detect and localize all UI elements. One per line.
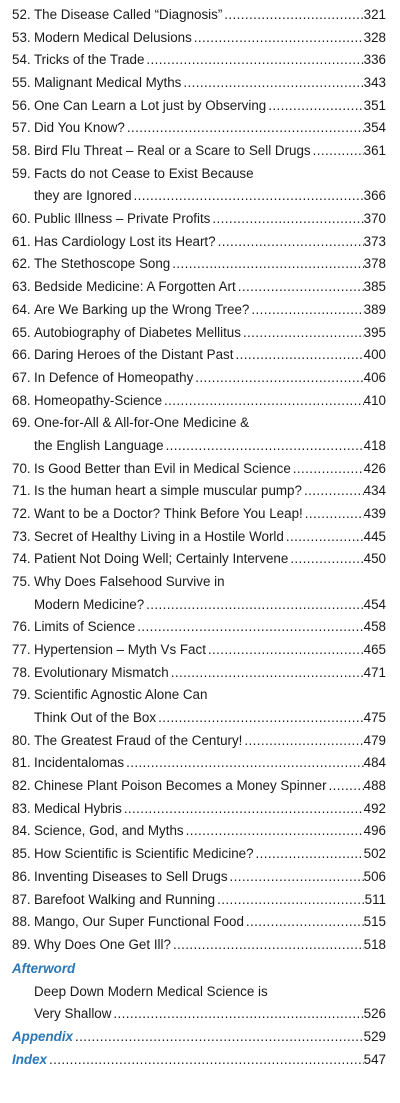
toc-entry (0, 4, 400, 26)
toc-entry-title: Mango, Our Super Functional Food (34, 914, 244, 929)
toc-dot-leader (124, 752, 364, 774)
toc-entry-page: 406 (363, 370, 386, 385)
toc-dot-leader (303, 503, 364, 525)
toc-entry-number: 64. (12, 302, 31, 317)
toc-entry-number: 74. (12, 551, 31, 566)
toc-entry-page: 439 (363, 506, 386, 521)
toc-entry-title: The Greatest Fraud of the Century! (34, 733, 243, 748)
toc-dot-leader (291, 458, 364, 480)
toc-leader (34, 775, 386, 797)
toc-entry (0, 72, 400, 94)
toc-entry (0, 458, 400, 480)
toc-leader (34, 27, 386, 49)
toc-leader (34, 548, 386, 570)
toc-entry (0, 208, 400, 230)
toc-entry-number: 69. (12, 415, 31, 430)
toc-entry-page: 400 (363, 347, 386, 362)
toc-entry-page: 370 (363, 211, 386, 226)
toc-entry-title-line1: Facts do not Cease to Exist Because (34, 166, 254, 181)
toc-entry-number: 84. (12, 823, 31, 838)
toc-leader (34, 662, 386, 684)
toc-entry-number: 56. (12, 98, 31, 113)
toc-leader (34, 707, 386, 729)
toc-leader (34, 616, 386, 638)
toc-entry-number: 89. (12, 937, 31, 952)
toc-dot-leader (144, 49, 363, 71)
toc-entry-title: Modern Medical Delusions (34, 30, 192, 45)
toc-dot-leader (135, 616, 363, 638)
toc-dot-leader (132, 185, 364, 207)
toc-dot-leader (327, 775, 364, 797)
toc-entry-page: 395 (363, 325, 386, 340)
toc-entry-page: 518 (363, 937, 386, 952)
toc-entry-title: Science, God, and Myths (34, 823, 184, 838)
toc-leader (34, 730, 386, 752)
toc-entry-number: 76. (12, 619, 31, 634)
toc-entry (0, 140, 400, 162)
toc-entry (0, 662, 400, 684)
toc-entry-continuation (0, 435, 400, 457)
toc-entry-title: the English Language (34, 438, 164, 453)
toc-entry (0, 117, 400, 139)
toc-entry-number: 66. (12, 347, 31, 362)
toc-dot-leader (162, 390, 364, 412)
toc-entry-title: Index (12, 1052, 47, 1067)
toc-dot-leader (122, 798, 364, 820)
index-entry (0, 1049, 400, 1071)
toc-dot-leader (236, 276, 364, 298)
toc-entry-title: Inventing Diseases to Sell Drugs (34, 869, 228, 884)
toc-entry-title: Barefoot Walking and Running (34, 892, 216, 907)
toc-entry (0, 843, 400, 865)
toc-dot-leader (244, 911, 364, 933)
toc-entry-number: 61. (12, 234, 31, 249)
toc-leader (34, 752, 386, 774)
toc-dot-leader (156, 707, 364, 729)
toc-entry (0, 616, 400, 638)
toc-entry-page: 445 (363, 529, 386, 544)
toc-entry-page: 378 (363, 256, 386, 271)
toc-dot-leader (169, 662, 364, 684)
toc-entry-title: Is Good Better than Evil in Medical Science (34, 461, 291, 476)
toc-entry-title: Homeopathy-Science (34, 393, 163, 408)
toc-leader (34, 639, 386, 661)
toc-entry-title: Evolutionary Mismatch (34, 665, 169, 680)
toc-leader (34, 4, 386, 26)
toc-entry-page: 454 (363, 597, 386, 612)
afterword-title-line1 (0, 981, 400, 1003)
toc-entry-number: 59. (12, 166, 31, 181)
toc-entry-title: Appendix (12, 1029, 74, 1044)
toc-dot-leader (311, 140, 364, 162)
toc-entry-title: Malignant Medical Myths (34, 75, 182, 90)
toc-leader (34, 253, 386, 275)
toc-entry-number: 87. (12, 892, 31, 907)
toc-leader (34, 344, 386, 366)
appendix-entry (0, 1026, 400, 1048)
toc-entry-title: How Scientific is Scientific Medicine? (34, 846, 254, 861)
toc-entry-number: 65. (12, 325, 31, 340)
toc-entry-title: Think Out of the Box (34, 710, 157, 725)
toc-entry-number: 58. (12, 143, 31, 158)
toc-entry-number: 71. (12, 483, 31, 498)
toc-entry-title: Secret of Healthy Living in a Hostile World (34, 529, 284, 544)
toc-dot-leader (249, 299, 363, 321)
toc-entry-page: 458 (363, 619, 386, 634)
afterword-heading (0, 958, 400, 980)
toc-entry (0, 503, 400, 525)
toc-entry-page: 373 (363, 234, 386, 249)
toc-entry (0, 889, 400, 911)
toc-entry-number: 82. (12, 778, 31, 793)
toc-leader (34, 140, 386, 162)
toc-entry-number: 53. (12, 30, 31, 45)
toc-entry-page: 410 (363, 393, 386, 408)
toc-dot-leader (184, 820, 364, 842)
toc-entry-title: Autobiography of Diabetes Mellitus (34, 325, 241, 340)
toc-entry (0, 730, 400, 752)
toc-entry-page: 515 (363, 914, 386, 929)
toc-leader (34, 866, 386, 888)
toc-entry-page: 343 (363, 75, 386, 90)
toc-entry (0, 548, 400, 570)
toc-entry-number: 62. (12, 256, 31, 271)
toc-entry-number: 60. (12, 211, 31, 226)
toc-dot-leader (284, 526, 364, 548)
toc-dot-leader (216, 231, 364, 253)
toc-entry (0, 367, 400, 389)
toc-entry-page: 475 (363, 710, 386, 725)
toc-entry-page: 434 (363, 483, 386, 498)
toc-leader (34, 72, 386, 94)
toc-entry-number: 80. (12, 733, 31, 748)
toc-leader (34, 435, 386, 457)
toc-entry (0, 253, 400, 275)
toc-entry (0, 412, 400, 434)
toc-entry-page: 389 (363, 302, 386, 317)
toc-dot-leader (193, 367, 363, 389)
toc-leader (12, 1026, 386, 1048)
toc-leader (34, 594, 386, 616)
toc-entry (0, 480, 400, 502)
toc-entry-page: 361 (363, 143, 386, 158)
toc-entry-title: Medical Hybris (34, 801, 122, 816)
toc-entry-page: 321 (363, 7, 386, 22)
afterword-entry (0, 1003, 400, 1025)
toc-entry-title: Limits of Science (34, 619, 136, 634)
toc-entry-number: 52. (12, 7, 31, 22)
toc-dot-leader (73, 1026, 364, 1048)
toc-entry-page: 385 (363, 279, 386, 294)
toc-entry-number: 55. (12, 75, 31, 90)
toc-entry-title-line1: Why Does Falsehood Survive in (34, 574, 225, 589)
toc-entry-title: The Stethoscope Song (34, 256, 171, 271)
toc-dot-leader (215, 889, 365, 911)
toc-entry-page: 506 (363, 869, 386, 884)
toc-entry-title: One Can Learn a Lot just by Observing (34, 98, 267, 113)
toc-entry-number: 85. (12, 846, 31, 861)
toc-dot-leader (288, 548, 363, 570)
toc-entry-page: 366 (363, 188, 386, 203)
toc-leader (34, 367, 386, 389)
toc-dot-leader (192, 27, 364, 49)
toc-entry-title: Modern Medicine? (34, 597, 145, 612)
toc-entry-page: 547 (363, 1052, 386, 1067)
toc-leader (34, 1003, 386, 1025)
toc-leader (34, 390, 386, 412)
toc-leader (34, 503, 386, 525)
toc-entry-page: 328 (363, 30, 386, 45)
toc-entry (0, 752, 400, 774)
toc-entry-page: 471 (363, 665, 386, 680)
toc-leader (34, 889, 386, 911)
toc-entry-page: 465 (363, 642, 386, 657)
toc-entry-title: Bird Flu Threat – Real or a Scare to Sell Drugs (34, 143, 311, 158)
toc-dot-leader (125, 117, 364, 139)
toc-entry-page: 426 (363, 461, 386, 476)
toc-entry (0, 231, 400, 253)
toc-entry (0, 163, 400, 185)
toc-entry-page: 354 (363, 120, 386, 135)
toc-entry (0, 49, 400, 71)
toc-entry-title: Patient Not Doing Well; Certainly Intervene (34, 551, 289, 566)
toc-leader (34, 798, 386, 820)
toc-entry-title: Tricks of the Trade (34, 52, 145, 67)
toc-entry-title: Has Cardiology Lost its Heart? (34, 234, 216, 249)
toc-dot-leader (222, 4, 363, 26)
toc-entry-number: 73. (12, 529, 31, 544)
toc-entry-number: 54. (12, 52, 31, 67)
toc-entry-page: 484 (363, 755, 386, 770)
toc-entry-title: Incidentalomas (34, 755, 125, 770)
toc-entry-title: Very Shallow (34, 1006, 112, 1021)
toc-entry-page: 502 (363, 846, 386, 861)
toc-entry-title: In Defence of Homeopathy (34, 370, 194, 385)
toc-dot-leader (47, 1049, 364, 1071)
toc-dot-leader (111, 1003, 363, 1025)
toc-entry-page: 450 (363, 551, 386, 566)
toc-dot-leader (233, 344, 363, 366)
toc-entry-number: 83. (12, 801, 31, 816)
afterword-heading-text: Afterword (12, 961, 76, 976)
toc-entry-title: Want to be a Doctor? Think Before You Leap! (34, 506, 303, 521)
toc-leader (34, 95, 386, 117)
toc-dot-leader (210, 208, 363, 230)
toc-entry-page: 336 (363, 52, 386, 67)
toc-entry-page: 351 (363, 98, 386, 113)
toc-leader (34, 934, 386, 956)
toc-entry-number: 57. (12, 120, 31, 135)
toc-entry (0, 344, 400, 366)
toc-entry-number: 78. (12, 665, 31, 680)
toc-entry (0, 866, 400, 888)
toc-dot-leader (254, 843, 364, 865)
toc-entry-title: Did You Know? (34, 120, 125, 135)
toc-entry-number: 70. (12, 461, 31, 476)
toc-entry-title: Are We Barking up the Wrong Tree? (34, 302, 250, 317)
toc-leader (34, 458, 386, 480)
toc-entry-title: Is the human heart a simple muscular pump? (34, 483, 302, 498)
toc-entry-title: Chinese Plant Poison Becomes a Money Spinner (34, 778, 327, 793)
toc-entry (0, 934, 400, 956)
toc-entry-title: they are Ignored (34, 188, 132, 203)
toc-entry (0, 911, 400, 933)
toc-entry-page: 479 (363, 733, 386, 748)
toc-entry (0, 299, 400, 321)
toc-entry-title: Bedside Medicine: A Forgotten Art (34, 279, 236, 294)
toc-entry (0, 571, 400, 593)
toc-leader (34, 299, 386, 321)
toc-entry-number: 88. (12, 914, 31, 929)
toc-leader (34, 526, 386, 548)
toc-entry-number: 72. (12, 506, 31, 521)
toc-leader (34, 911, 386, 933)
toc-entry-number: 77. (12, 642, 31, 657)
toc-dot-leader (266, 95, 363, 117)
toc-dot-leader (170, 253, 363, 275)
toc-leader (34, 49, 386, 71)
toc-dot-leader (302, 480, 364, 502)
toc-entry-number: 67. (12, 370, 31, 385)
toc-entry-page: 529 (363, 1029, 386, 1044)
toc-dot-leader (181, 72, 363, 94)
toc-dot-leader (144, 594, 363, 616)
toc-entry (0, 390, 400, 412)
toc-entry-continuation (0, 594, 400, 616)
toc-entry-number: 63. (12, 279, 31, 294)
toc-entry-number: 75. (12, 574, 31, 589)
toc-dot-leader (171, 934, 364, 956)
toc-dot-leader (206, 639, 364, 661)
toc-entry-page: 496 (363, 823, 386, 838)
toc-entry-title: Hypertension – Myth Vs Fact (34, 642, 206, 657)
toc-entry-page: 511 (364, 892, 386, 907)
toc-entry-title-line1: One-for-All & All-for-One Medicine & (34, 415, 250, 430)
toc-leader (34, 843, 386, 865)
toc-dot-leader (164, 435, 364, 457)
toc-entry-continuation (0, 707, 400, 729)
toc-leader (34, 208, 386, 230)
toc-entry-page: 526 (363, 1006, 386, 1021)
toc-entry-title-line1: Scientific Agnostic Alone Can (34, 687, 208, 702)
toc-leader (34, 117, 386, 139)
toc-entry (0, 322, 400, 344)
toc-entry (0, 95, 400, 117)
toc-leader (34, 480, 386, 502)
toc-entry-page: 418 (363, 438, 386, 453)
toc-entry (0, 526, 400, 548)
toc-entry-page: 488 (363, 778, 386, 793)
toc-dot-leader (228, 866, 364, 888)
toc-entry-number: 68. (12, 393, 31, 408)
toc-entry (0, 820, 400, 842)
toc-leader (34, 231, 386, 253)
toc-entry-number: 81. (12, 755, 31, 770)
toc-entry-page: 492 (363, 801, 386, 816)
toc-entry (0, 276, 400, 298)
toc-entry (0, 639, 400, 661)
toc-entry-number: 79. (12, 687, 31, 702)
toc-leader (34, 276, 386, 298)
toc-entry-number: 86. (12, 869, 31, 884)
toc-leader (34, 820, 386, 842)
toc-entry-continuation (0, 185, 400, 207)
toc-entry-title: Why Does One Get Ill? (34, 937, 171, 952)
toc-entry-title: Daring Heroes of the Distant Past (34, 347, 234, 362)
afterword-title-text: Deep Down Modern Medical Science is (34, 984, 268, 999)
toc-dot-leader (242, 730, 363, 752)
toc-leader (34, 185, 386, 207)
toc-entry-title: The Disease Called “Diagnosis” (34, 7, 223, 22)
toc-leader (12, 1049, 386, 1071)
toc-entry (0, 775, 400, 797)
toc-dot-leader (241, 322, 364, 344)
toc-entry (0, 798, 400, 820)
toc-leader (34, 322, 386, 344)
toc-entry (0, 27, 400, 49)
toc-entry-title: Public Illness – Private Profits (34, 211, 211, 226)
toc-entry (0, 684, 400, 706)
